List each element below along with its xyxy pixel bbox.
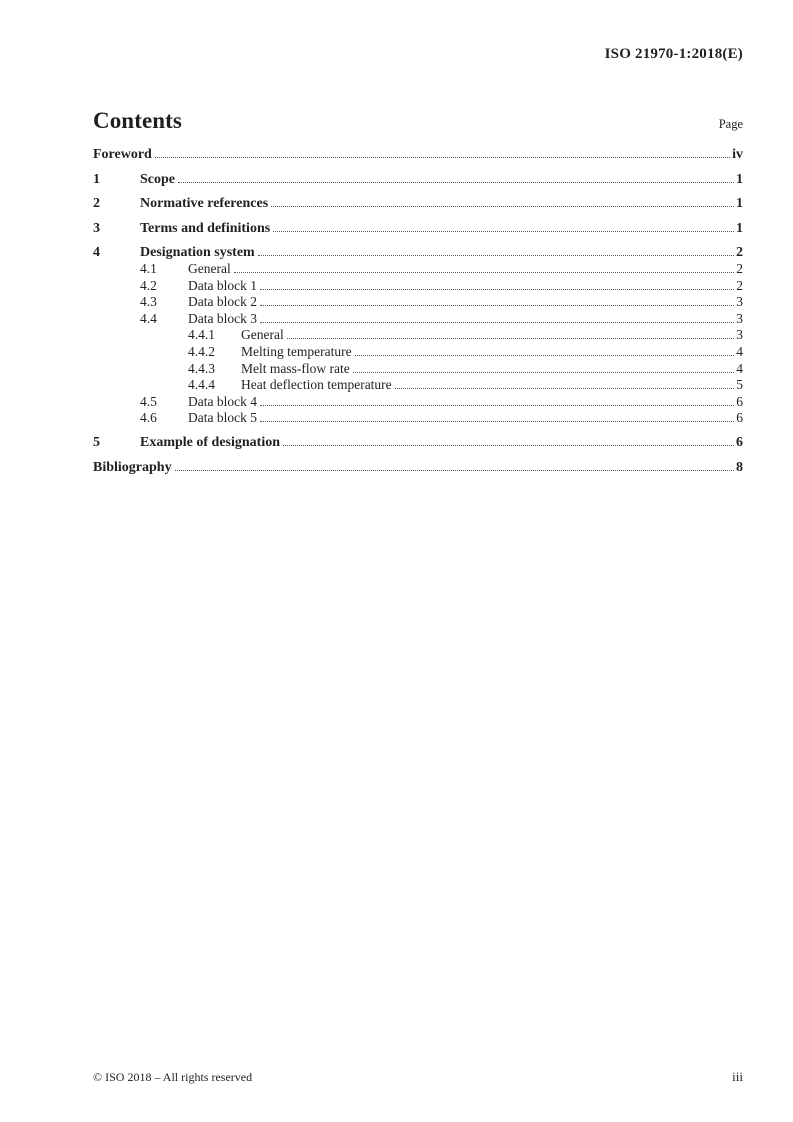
toc-entry-label: General bbox=[241, 327, 284, 343]
toc-leader bbox=[287, 337, 735, 339]
toc-leader bbox=[260, 288, 734, 290]
toc-entry[interactable] bbox=[93, 434, 743, 451]
toc-leader bbox=[273, 230, 734, 232]
toc-entry-page: 1 bbox=[736, 171, 743, 187]
toc-entry-label: Bibliography bbox=[93, 459, 172, 475]
toc-entry-label: Designation system bbox=[140, 245, 255, 260]
toc-entry[interactable] bbox=[93, 459, 743, 476]
toc-leader bbox=[260, 304, 734, 306]
toc-entry[interactable] bbox=[93, 278, 743, 295]
toc-entry-label: Scope bbox=[140, 171, 175, 187]
toc-entry[interactable] bbox=[93, 171, 743, 188]
toc-leader bbox=[271, 205, 734, 207]
toc-entry-number: 4.3 bbox=[140, 294, 157, 310]
toc-entry[interactable] bbox=[93, 294, 743, 311]
toc-entry-number: 4.4.3 bbox=[188, 360, 215, 376]
toc-entry-page: 3 bbox=[736, 310, 743, 326]
page-column-label: Page bbox=[718, 117, 743, 131]
toc-leader bbox=[355, 354, 735, 356]
toc-entry-page: 2 bbox=[736, 245, 743, 260]
toc-entry[interactable] bbox=[93, 410, 743, 427]
toc-leader bbox=[260, 321, 734, 323]
toc-entry[interactable] bbox=[93, 394, 743, 411]
toc-entry-page: 3 bbox=[736, 294, 743, 310]
toc-entry-label: Data block 3 bbox=[188, 310, 257, 326]
toc-entry-page: 5 bbox=[736, 377, 743, 393]
toc-entry-number: 4.4.4 bbox=[188, 377, 215, 393]
toc-entry[interactable] bbox=[93, 377, 743, 394]
toc-entry-page: 3 bbox=[736, 327, 743, 343]
footer-copyright: © ISO 2018 – All rights reserved bbox=[93, 1070, 253, 1084]
toc-entry-number: 4.1 bbox=[140, 261, 157, 276]
toc-leader bbox=[353, 371, 735, 373]
document-reference: ISO 21970-1:2018(E) bbox=[604, 46, 743, 62]
toc-entry-page: 8 bbox=[736, 459, 743, 475]
contents-title: Contents bbox=[93, 108, 182, 133]
toc-entry-label: Data block 2 bbox=[188, 294, 257, 310]
toc-entry-label: Melting temperature bbox=[241, 343, 352, 359]
toc-entry[interactable] bbox=[93, 195, 743, 212]
toc-entry-number: 2 bbox=[93, 196, 100, 211]
toc-entry-number: 1 bbox=[93, 171, 100, 187]
toc-entry-label: Melt mass-flow rate bbox=[241, 360, 350, 376]
toc-entry-number: 4.6 bbox=[140, 410, 157, 426]
toc-entry-page: 6 bbox=[736, 435, 743, 451]
toc-entry-number: 4.4.2 bbox=[188, 343, 215, 359]
toc-entry-page: 2 bbox=[736, 277, 743, 293]
toc-leader bbox=[175, 469, 734, 471]
toc-entry-number: 5 bbox=[93, 435, 100, 451]
toc-entry-number: 4.5 bbox=[140, 393, 157, 409]
toc-entry[interactable] bbox=[93, 311, 743, 328]
toc-entry-label: Data block 4 bbox=[188, 393, 257, 409]
toc-entry-label: Data block 1 bbox=[188, 277, 257, 293]
toc-entry-number: 4.4.1 bbox=[188, 327, 215, 343]
toc-entry-label: Terms and definitions bbox=[140, 220, 271, 236]
contents-header bbox=[93, 108, 743, 134]
toc-entry-number: 4.4 bbox=[140, 310, 157, 326]
toc-leader bbox=[395, 387, 735, 389]
toc-leader bbox=[283, 444, 734, 446]
toc-entry-label: Heat deflection temperature bbox=[241, 377, 392, 393]
toc-entry[interactable] bbox=[93, 261, 743, 278]
toc-entry-page: 4 bbox=[736, 343, 743, 359]
toc-entry[interactable] bbox=[93, 244, 743, 261]
toc-entry-label: Foreword bbox=[93, 147, 152, 162]
toc-entry[interactable] bbox=[93, 344, 743, 361]
toc-entry-label: General bbox=[188, 261, 231, 276]
toc-entry-label: Normative references bbox=[140, 196, 269, 211]
footer-page-number: iii bbox=[732, 1069, 743, 1084]
toc-leader bbox=[234, 271, 735, 273]
toc-entry[interactable] bbox=[93, 146, 743, 163]
toc-entry-page: iv bbox=[732, 147, 743, 162]
toc-leader bbox=[258, 254, 734, 256]
toc-entry-page: 1 bbox=[736, 220, 743, 236]
toc-entry[interactable] bbox=[93, 361, 743, 378]
toc-entry-number: 4 bbox=[93, 245, 100, 260]
toc-entry-page: 1 bbox=[736, 196, 743, 211]
toc-entry[interactable] bbox=[93, 220, 743, 237]
toc-entry-page: 2 bbox=[736, 261, 743, 276]
toc-leader bbox=[260, 404, 734, 406]
toc-entry-number: 3 bbox=[93, 220, 100, 236]
toc-entry-label: Data block 5 bbox=[188, 410, 257, 426]
toc-entry[interactable] bbox=[93, 327, 743, 344]
toc-leader bbox=[178, 181, 734, 183]
toc-entry-page: 6 bbox=[736, 410, 743, 426]
toc-list bbox=[93, 146, 743, 476]
table-of-contents bbox=[93, 108, 743, 476]
toc-entry-label: Example of designation bbox=[140, 435, 281, 451]
toc-leader bbox=[155, 156, 730, 158]
toc-entry-page: 6 bbox=[736, 393, 743, 409]
toc-entry-page: 4 bbox=[736, 360, 743, 376]
toc-leader bbox=[260, 420, 734, 422]
toc-entry-number: 4.2 bbox=[140, 277, 157, 293]
